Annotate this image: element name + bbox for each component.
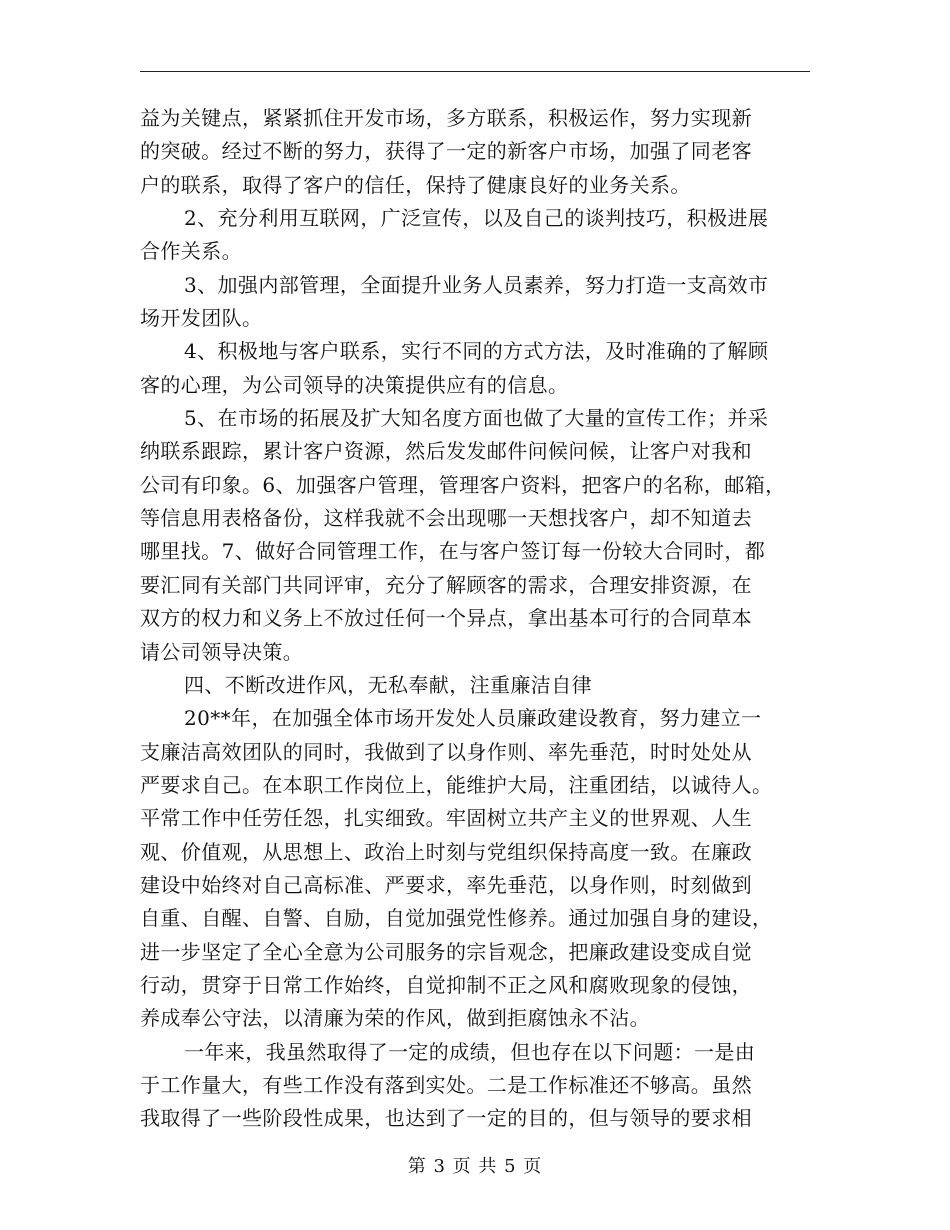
section-heading: 四、不断改进作风，无私奉献，注重廉洁自律 [184, 672, 592, 697]
body-line: 要汇同有关部门共同评审，充分了解顾客的需求，合理安排资源，在 [140, 572, 752, 597]
body-line: 客的心理，为公司领导的决策提供应有的信息。 [140, 372, 569, 397]
header-rule [140, 71, 810, 72]
body-line: 场开发团队。 [140, 306, 263, 331]
body-line: 建设中始终对自己高标准、严要求，率先垂范，以身作则，时刻做到 [140, 872, 752, 897]
body-line: 于工作量大，有些工作没有落到实处。二是工作标准还不够高。虽然 [140, 1072, 752, 1097]
body-line: 4、积极地与客户联系，实行不同的方式方法，及时准确的了解顾 [184, 339, 769, 364]
body-line: 合作关系。 [140, 239, 242, 264]
body-line: 3、加强内部管理，全面提升业务人员素养，努力打造一支高效市 [184, 272, 769, 297]
body-line: 平常工作中任劳任怨，扎实细致。牢固树立共产主义的世界观、人生 [140, 806, 752, 831]
body-line: 20**年，在加强全体市场开发处人员廉政建设教育，努力建立一 [184, 706, 762, 731]
body-line: 纳联系跟踪，累计客户资源，然后发发邮件问候问候，让客户对我和 [140, 439, 752, 464]
body-line: 哪里找。7、做好合同管理工作，在与客户签订每一份较大合同时，都 [140, 539, 766, 564]
body-line: 我取得了一些阶段性成果，也达到了一定的目的，但与领导的要求相 [140, 1106, 752, 1131]
body-line: 公司有印象。6、加强客户管理，管理客户资料，把客户的名称，邮箱， [140, 472, 786, 497]
body-line: 2、充分利用互联网，广泛宣传，以及自己的谈判技巧，积极进展 [184, 206, 769, 231]
body-line: 户的联系，取得了客户的信任，保持了健康良好的业务关系。 [140, 172, 691, 197]
body-line: 等信息用表格备份，这样我就不会出现哪一天想找客户，却不知道去 [140, 506, 752, 531]
document-body [140, 102, 820, 1136]
page-footer: 第 3 页 共 5 页 [407, 1156, 543, 1177]
body-line: 支廉洁高效团队的同时，我做到了以身作则、率先垂范，时时处处从 [140, 739, 752, 764]
body-line: 5、在市场的拓展及扩大知名度方面也做了大量的宣传工作；并采 [184, 406, 769, 431]
body-line: 行动，贯穿于日常工作始终，自觉抑制不正之风和腐败现象的侵蚀， [140, 972, 752, 997]
body-line: 双方的权力和义务上不放过任何一个异点，拿出基本可行的合同草本 [140, 606, 752, 631]
body-line: 益为关键点，紧紧抓住开发市场，多方联系，积极运作，努力实现新 [140, 106, 752, 130]
body-line: 一年来，我虽然取得了一定的成绩，但也存在以下问题：一是由 [184, 1039, 756, 1064]
body-line: 观、价值观，从思想上、政治上时刻与党组织保持高度一致。在廉政 [140, 839, 752, 864]
body-line: 请公司领导决策。 [140, 639, 304, 664]
body-line: 进一步坚定了全心全意为公司服务的宗旨观念，把廉政建设变成自觉 [140, 939, 752, 964]
body-line: 自重、自醒、自警、自励，自觉加强党性修养。通过加强自身的建设， [140, 906, 773, 931]
body-line: 养成奉公守法，以清廉为荣的作风，做到拒腐蚀永不沾。 [140, 1006, 650, 1031]
body-line: 的突破。经过不断的努力，获得了一定的新客户市场，加强了同老客 [140, 139, 752, 164]
body-line: 严要求自己。在本职工作岗位上，能维护大局，注重团结，以诚待人。 [140, 772, 773, 797]
